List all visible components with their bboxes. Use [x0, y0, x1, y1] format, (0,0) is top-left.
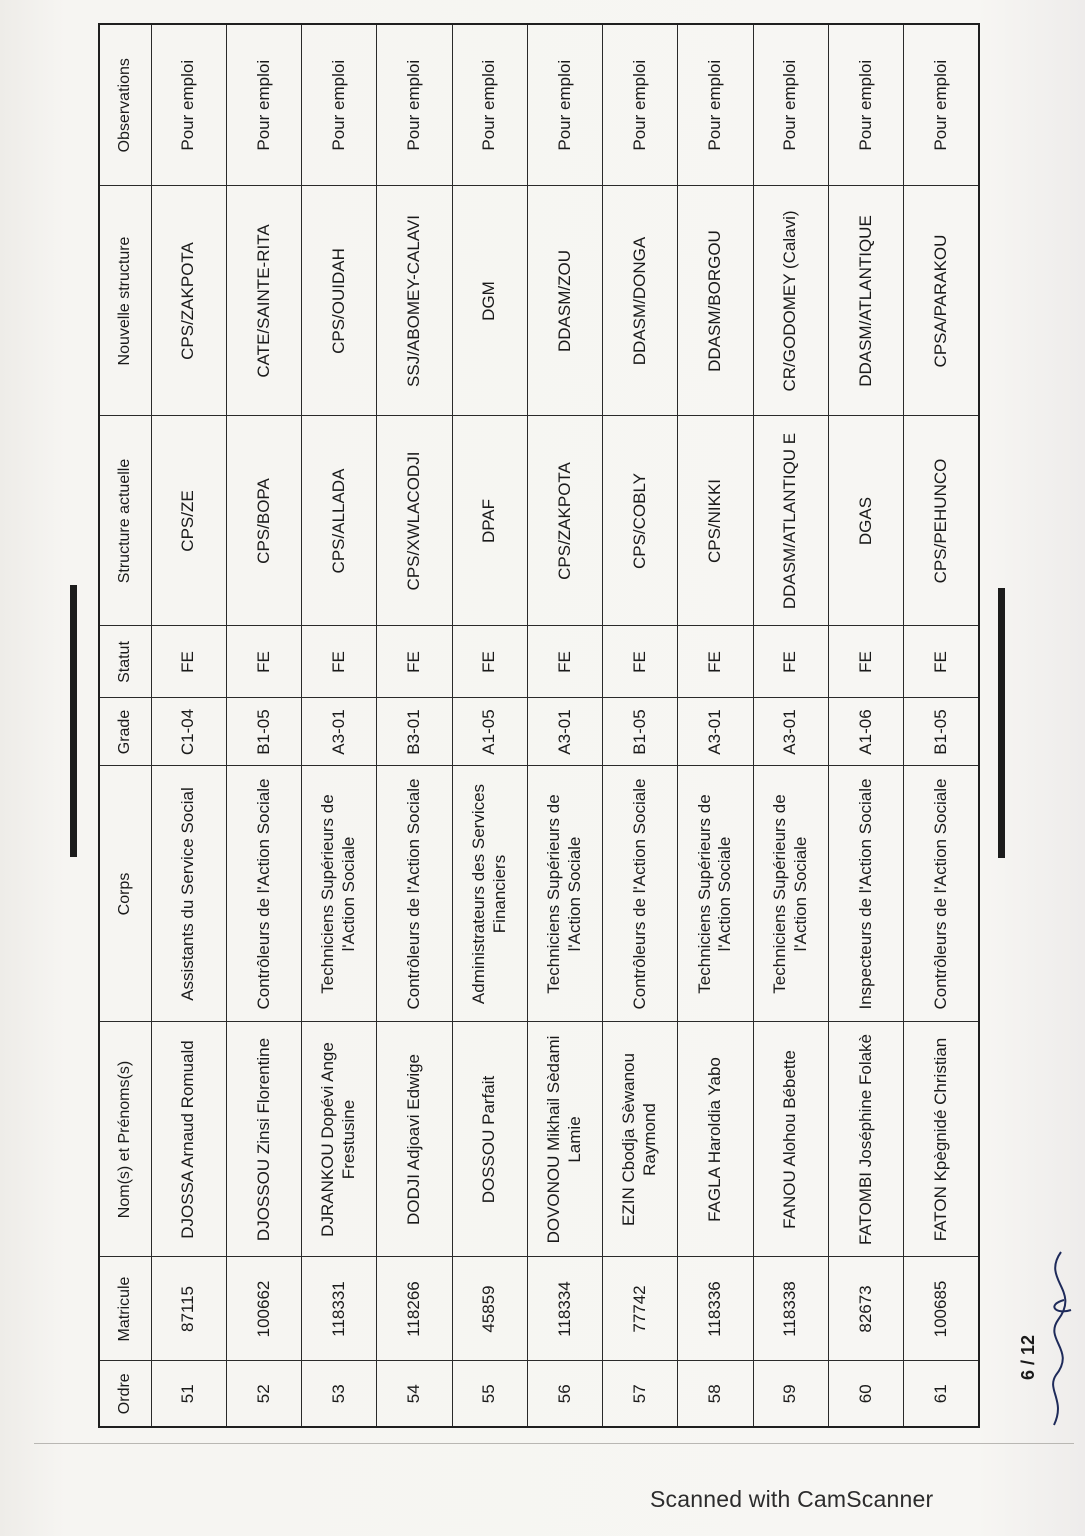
cell-structure: DGAS [828, 416, 903, 626]
cell-statut: FE [527, 626, 602, 698]
cell-structure: CPS/BOPA [226, 416, 301, 626]
cell-corps: Inspecteurs de l'Action Sociale [828, 766, 903, 1022]
cell-structure: CPS/COBLY [603, 416, 678, 626]
cell-matricule: 100685 [904, 1257, 979, 1361]
table-row [753, 24, 828, 1427]
cell-statut: FE [377, 626, 452, 698]
cell-statut: FE [828, 626, 903, 698]
cell-statut: FE [678, 626, 753, 698]
cell-nom: DODJI Adjoavi Edwige [377, 1022, 452, 1257]
cell-ordre: 54 [377, 1361, 452, 1427]
cell-matricule: 77742 [603, 1257, 678, 1361]
header-nouvelle-structure: Nouvelle structure [99, 186, 151, 416]
cell-statut: FE [753, 626, 828, 698]
cell-ordre: 58 [678, 1361, 753, 1427]
table-row [678, 24, 753, 1427]
cell-statut: FE [452, 626, 527, 698]
header-matricule: Matricule [99, 1257, 151, 1361]
cell-grade: A1-05 [452, 698, 527, 766]
cell-grade: A3-01 [753, 698, 828, 766]
cell-nouvelle: SSJ/ABOMEY-CALAVI [377, 186, 452, 416]
table-row [151, 24, 226, 1427]
cell-statut: FE [226, 626, 301, 698]
cell-structure: CPS/ALLADA [302, 416, 377, 626]
cell-statut: FE [302, 626, 377, 698]
cell-nouvelle: DDASM/BORGOU [678, 186, 753, 416]
camscanner-watermark: Scanned with CamScanner [650, 1486, 934, 1512]
cell-nom: FATOMBI Joséphine Folakè [828, 1022, 903, 1257]
header-observations: Observations [99, 24, 151, 186]
cell-matricule: 118336 [678, 1257, 753, 1361]
cell-corps: Techniciens Supérieurs de l'Action Sociale [527, 766, 602, 1022]
table-row [828, 24, 903, 1427]
header-nom: Nom(s) et Prénoms(s) [99, 1022, 151, 1257]
cell-nouvelle: DDASM/ZOU [527, 186, 602, 416]
cell-statut: FE [603, 626, 678, 698]
table-row [452, 24, 527, 1427]
cell-corps: Assistants du Service Social [151, 766, 226, 1022]
cell-nom: DJRANKOU Dopévi Ange Frestusine [302, 1022, 377, 1257]
cell-observations: Pour emploi [377, 24, 452, 186]
cell-nouvelle: CATE/SAINTE-RITA [226, 186, 301, 416]
cell-nouvelle: DDASM/DONGA [603, 186, 678, 416]
cell-observations: Pour emploi [452, 24, 527, 186]
cell-observations: Pour emploi [302, 24, 377, 186]
cell-structure: CPS/ZE [151, 416, 226, 626]
header-corps: Corps [99, 766, 151, 1022]
cell-corps: Techniciens Supérieurs de l'Action Sociale [753, 766, 828, 1022]
cell-observations: Pour emploi [226, 24, 301, 186]
header-statut: Statut [99, 626, 151, 698]
cell-matricule: 45859 [452, 1257, 527, 1361]
table-row [904, 24, 979, 1427]
cell-nouvelle: DGM [452, 186, 527, 416]
cell-matricule: 82673 [828, 1257, 903, 1361]
cell-matricule: 118331 [302, 1257, 377, 1361]
cell-corps: Contrôleurs de l'Action Sociale [226, 766, 301, 1022]
header-grade: Grade [99, 698, 151, 766]
cell-nom: DOSSOU Parfait [452, 1022, 527, 1257]
cell-nom: FAGLA Haroldia Yabo [678, 1022, 753, 1257]
cell-ordre: 52 [226, 1361, 301, 1427]
cell-corps: Contrôleurs de l'Action Sociale [603, 766, 678, 1022]
cell-observations: Pour emploi [678, 24, 753, 186]
binding-mark [70, 585, 77, 857]
cell-nom: FANOU Alohou Bébette [753, 1022, 828, 1257]
cell-grade: B1-05 [226, 698, 301, 766]
cell-grade: B1-05 [904, 698, 979, 766]
cell-structure: CPS/ZAKPOTA [527, 416, 602, 626]
cell-nom: EZIN Cbodja Sèwanou Raymond [603, 1022, 678, 1257]
cell-observations: Pour emploi [828, 24, 903, 186]
cell-ordre: 61 [904, 1361, 979, 1427]
cell-matricule: 87115 [151, 1257, 226, 1361]
cell-corps: Contrôleurs de l'Action Sociale [904, 766, 979, 1022]
cell-nom: DOVONOU Mikhail Sèdami Lamie [527, 1022, 602, 1257]
cell-grade: B1-05 [603, 698, 678, 766]
cell-statut: FE [151, 626, 226, 698]
cell-observations: Pour emploi [603, 24, 678, 186]
cell-grade: C1-04 [151, 698, 226, 766]
page-number: 6 / 12 [1018, 1334, 1038, 1380]
table-row [302, 24, 377, 1427]
cell-nom: DJOSSA Arnaud Romuald [151, 1022, 226, 1257]
cell-nouvelle: CPS/ZAKPOTA [151, 186, 226, 416]
cell-corps: Administrateurs des Services Financiers [452, 766, 527, 1022]
cell-nouvelle: DDASM/ATLANTIQUE [828, 186, 903, 416]
cell-grade: A3-01 [527, 698, 602, 766]
cell-matricule: 118334 [527, 1257, 602, 1361]
cell-nouvelle: CPSA/PARAKOU [904, 186, 979, 416]
cell-observations: Pour emploi [527, 24, 602, 186]
cell-observations: Pour emploi [904, 24, 979, 186]
cell-structure: DPAF [452, 416, 527, 626]
header-ordre: Ordre [99, 1361, 151, 1427]
table-row [226, 24, 301, 1427]
cell-ordre: 56 [527, 1361, 602, 1427]
cell-observations: Pour emploi [151, 24, 226, 186]
binding-mark [998, 588, 1005, 858]
cell-nouvelle: CPS/OUIDAH [302, 186, 377, 416]
cell-grade: B3-01 [377, 698, 452, 766]
table-row [377, 24, 452, 1427]
cell-ordre: 57 [603, 1361, 678, 1427]
cell-nom: DJOSSOU Zinsi Florentine [226, 1022, 301, 1257]
cell-ordre: 53 [302, 1361, 377, 1427]
personnel-table-rotated [98, 25, 980, 1428]
cell-grade: A1-06 [828, 698, 903, 766]
personnel-table [98, 23, 980, 1428]
cell-nouvelle: CR/GODOMEY (Calavi) [753, 186, 828, 416]
cell-corps: Techniciens Supérieurs de l'Action Sociale [678, 766, 753, 1022]
cell-structure: CPS/PEHUNCO [904, 416, 979, 626]
cell-grade: A3-01 [678, 698, 753, 766]
cell-corps: Techniciens Supérieurs de l'Action Sociale [302, 766, 377, 1022]
cell-ordre: 60 [828, 1361, 903, 1427]
cell-structure: CPS/NIKKI [678, 416, 753, 626]
cell-structure: DDASM/ATLANTIQU E [753, 416, 828, 626]
header-structure-actuelle: Structure actuelle [99, 416, 151, 626]
table-row [527, 24, 602, 1427]
header-row [99, 24, 151, 1427]
cell-matricule: 118338 [753, 1257, 828, 1361]
cell-corps: Contrôleurs de l'Action Sociale [377, 766, 452, 1022]
cell-ordre: 51 [151, 1361, 226, 1427]
cell-grade: A3-01 [302, 698, 377, 766]
table-row [603, 24, 678, 1427]
cell-structure: CPS/XWLACODJI [377, 416, 452, 626]
cell-statut: FE [904, 626, 979, 698]
footer-rule [34, 1443, 1074, 1444]
cell-observations: Pour emploi [753, 24, 828, 186]
cell-ordre: 55 [452, 1361, 527, 1427]
cell-matricule: 100662 [226, 1257, 301, 1361]
cell-ordre: 59 [753, 1361, 828, 1427]
cell-nom: FATON Kpègnidé Christian [904, 1022, 979, 1257]
cell-matricule: 118266 [377, 1257, 452, 1361]
